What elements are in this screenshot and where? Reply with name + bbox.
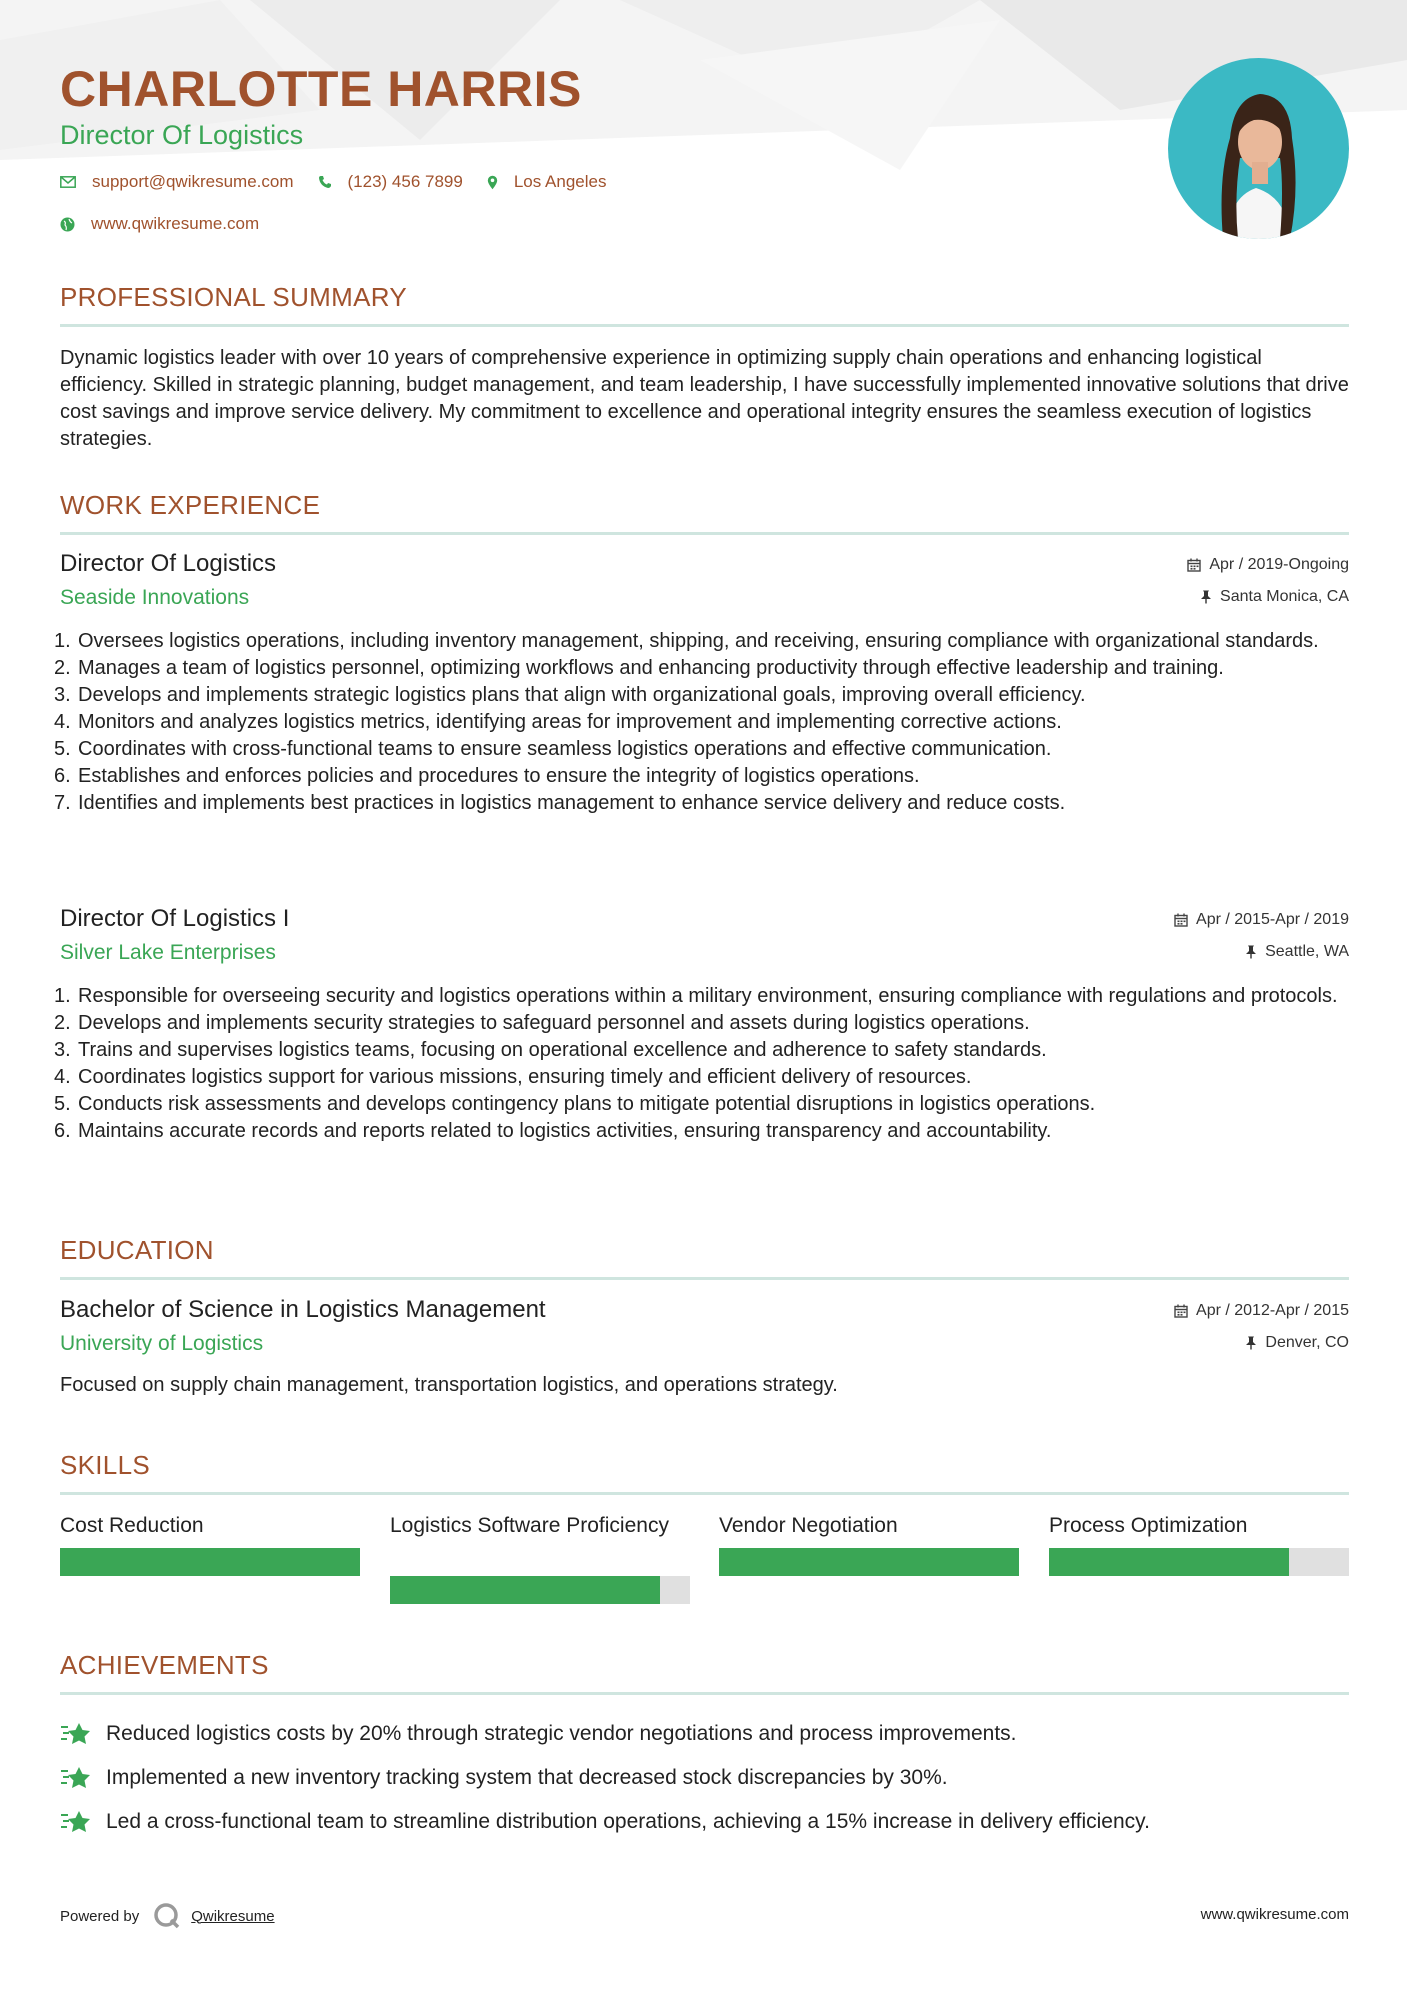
achievement-text: Led a cross-functional team to streamline distribution operations, achieving a 15% increase in delivery efficiency. [106, 1810, 1150, 1833]
skill-item [60, 1512, 360, 1539]
pushpin-icon [1200, 590, 1212, 604]
list-item: 1. Responsible for overseeing security and logistics operations within a military environment, ensuring compliance with regulations and protocols. [54, 985, 1338, 1007]
education-section [60, 1235, 1349, 1280]
powered-by-label: Powered by [60, 1907, 140, 1925]
profile-photo [1168, 58, 1349, 239]
job-responsibilities [54, 628, 1349, 817]
calendar-icon [1174, 1304, 1188, 1318]
skill-bar-fill [719, 1548, 1019, 1576]
pushpin-icon [1245, 1336, 1257, 1350]
footer-website[interactable]: www.qwikresume.com [1200, 1906, 1349, 1923]
skills-section [60, 1450, 1349, 1495]
skills-grid [60, 1512, 1349, 1612]
footer [60, 1902, 1349, 1932]
achievement-item [60, 1800, 1349, 1844]
candidate-name: CHARLOTTE HARRIS [60, 61, 582, 117]
list-item: 3. Trains and supervises logistics teams, focusing on operational excellence and adherence to safety standards. [54, 1039, 1047, 1061]
degree-title: Bachelor of Science in Logistics Management [60, 1296, 546, 1323]
job-location [1200, 588, 1349, 606]
job-title: Director Of Logistics I [60, 905, 290, 932]
job-date-text: Apr / 2015-Apr / 2019 [1196, 911, 1349, 928]
section-title: SKILLS [60, 1450, 150, 1480]
star-icon [60, 1809, 92, 1835]
skill-name: Logistics Software Proficiency [390, 1514, 669, 1537]
email-text: support@qwikresume.com [92, 172, 294, 191]
website-text: www.qwikresume.com [91, 214, 260, 233]
globe-icon [60, 217, 75, 232]
list-item: 4. Monitors and analyzes logistics metrics, identifying areas for improvement and implementing corrective actions. [54, 711, 1062, 733]
achievement-text: Implemented a new inventory tracking system that decreased stock discrepancies by 30%. [106, 1766, 948, 1789]
section-divider [60, 1277, 1349, 1280]
skill-bar-fill [60, 1548, 360, 1576]
job-location [1245, 943, 1349, 961]
section-title: EDUCATION [60, 1235, 214, 1265]
education-location-text: Denver, CO [1265, 1334, 1349, 1351]
experience-section [60, 490, 1349, 535]
skill-name: Process Optimization [1049, 1514, 1248, 1537]
achievement-item [60, 1756, 1349, 1800]
summary-text: Dynamic logistics leader with over 10 years of comprehensive experience in optimizing supply chain operations and enhancing logistical efficiency. Skilled in strategic planning, budget management, and team leadership, I have successfully implemented innovative solutions that drive cost savings and improve service delivery. My commitment to excellence and operational integrity ensures the seamless execution of logistics strategies. [60, 347, 1349, 450]
list-item: 2. Develops and implements security strategies to safeguard personnel and assets during logistics operations. [54, 1012, 1030, 1034]
section-divider [60, 1492, 1349, 1495]
list-item: 7. Identifies and implements best practices in logistics management to enhance service delivery and reduce costs. [54, 792, 1066, 814]
section-title: WORK EXPERIENCE [60, 490, 321, 520]
achievement-item [60, 1712, 1349, 1756]
candidate-role: Director Of Logistics [60, 120, 304, 150]
section-divider [60, 324, 1349, 327]
job-date [1187, 556, 1349, 574]
contact-website[interactable] [60, 214, 259, 234]
job-title: Director Of Logistics [60, 550, 277, 577]
job-responsibilities [54, 983, 1349, 1145]
map-pin-icon [487, 175, 498, 190]
achievements-section [60, 1650, 1349, 1695]
list-item: 6. Establishes and enforces policies and procedures to ensure the integrity of logistics operations. [54, 765, 920, 787]
brand-link[interactable]: Qwikresume [191, 1907, 275, 1925]
skill-name: Vendor Negotiation [719, 1514, 898, 1537]
calendar-icon [1174, 913, 1188, 927]
achievement-text: Reduced logistics costs by 20% through strategic vendor negotiations and process improvements. [106, 1722, 1017, 1745]
contact-row [60, 172, 630, 192]
summary-section [60, 282, 1349, 453]
skill-name: Cost Reduction [60, 1514, 204, 1537]
list-item: 4. Coordinates logistics support for various missions, ensuring timely and efficient delivery of resources. [54, 1066, 972, 1088]
list-item: 2. Manages a team of logistics personnel, optimizing workflows and enhancing productivity through effective leadership and training. [54, 657, 1224, 679]
skill-bar [60, 1548, 360, 1576]
phone-icon [318, 175, 332, 189]
section-divider [60, 532, 1349, 535]
skill-item [390, 1512, 690, 1539]
powered-by [60, 1902, 275, 1930]
skill-item [1049, 1512, 1349, 1539]
qwikresume-logo-icon [153, 1902, 181, 1930]
contact-row-website [60, 214, 283, 234]
skill-bar-fill [1049, 1548, 1289, 1576]
person-avatar-icon [1168, 58, 1349, 239]
job-location-text: Seattle, WA [1265, 943, 1349, 960]
star-icon [60, 1721, 92, 1747]
envelope-icon [60, 176, 76, 188]
education-date [1174, 1302, 1349, 1320]
job-date [1174, 911, 1349, 929]
skill-bar-fill [390, 1576, 660, 1604]
calendar-icon [1187, 558, 1201, 572]
section-title: ACHIEVEMENTS [60, 1650, 269, 1680]
education-description: Focused on supply chain management, transportation logistics, and operations strategy. [60, 1374, 838, 1396]
job-location-text: Santa Monica, CA [1220, 588, 1349, 605]
contact-email[interactable] [60, 172, 294, 192]
contact-phone[interactable] [318, 172, 463, 192]
skill-bar [719, 1548, 1019, 1576]
list-item: 6. Maintains accurate records and reports related to logistics activities, ensuring transparency and accountability. [54, 1120, 1052, 1142]
list-item: 5. Conducts risk assessments and develops contingency plans to mitigate potential disruptions in logistics operations. [54, 1093, 1096, 1115]
list-item: 5. Coordinates with cross-functional teams to ensure seamless logistics operations and effective communication. [54, 738, 1052, 760]
section-divider [60, 1692, 1349, 1695]
school-name: University of Logistics [60, 1332, 264, 1355]
star-icon [60, 1765, 92, 1791]
skill-bar [1049, 1548, 1349, 1576]
education-date-text: Apr / 2012-Apr / 2015 [1196, 1302, 1349, 1319]
location-text: Los Angeles [513, 172, 607, 191]
skill-item [719, 1512, 1019, 1539]
achievements-list [60, 1712, 1349, 1844]
education-location [1245, 1334, 1349, 1352]
list-item: 3. Develops and implements strategic logistics plans that align with organizational goals, improving overall efficiency. [54, 684, 1086, 706]
phone-text: (123) 456 7899 [347, 172, 463, 191]
list-item: 1. Oversees logistics operations, including inventory management, shipping, and receiving, ensuring compliance with organizational standards. [54, 630, 1319, 652]
skill-bar [390, 1576, 690, 1604]
job-company: Seaside Innovations [60, 586, 250, 609]
job-date-text: Apr / 2019-Ongoing [1209, 556, 1349, 573]
section-title: PROFESSIONAL SUMMARY [60, 282, 407, 312]
pushpin-icon [1245, 945, 1257, 959]
contact-location [487, 172, 607, 192]
job-company: Silver Lake Enterprises [60, 941, 276, 964]
